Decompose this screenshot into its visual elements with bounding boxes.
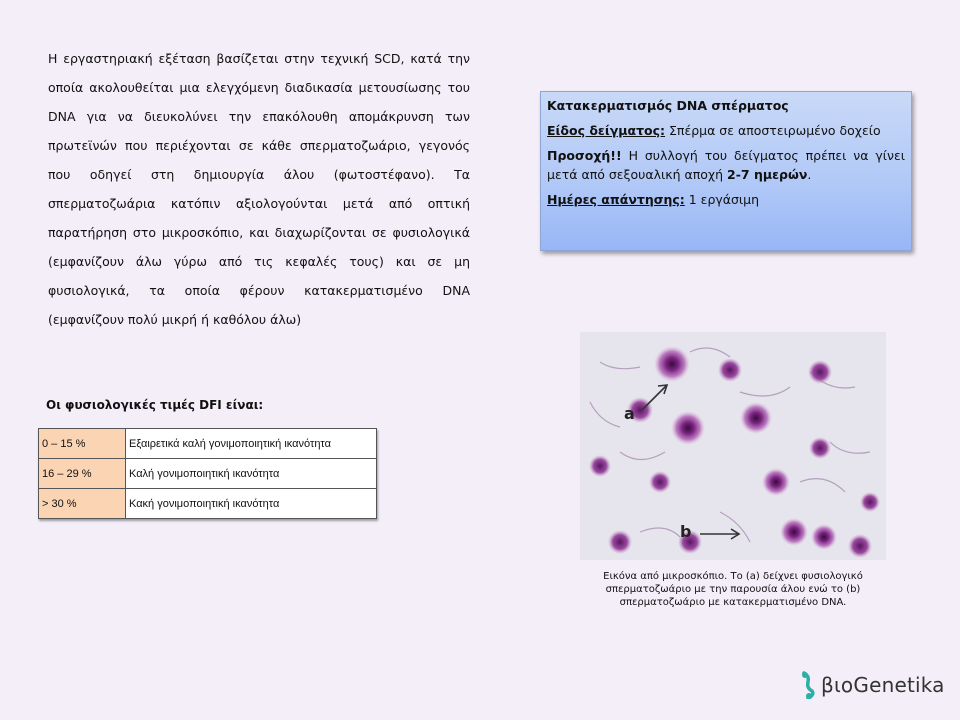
sample-type	[547, 121, 905, 140]
dfi-range: > 30 %	[39, 489, 126, 519]
response-days	[547, 190, 905, 209]
biogenetika-logo	[800, 671, 945, 699]
dfi-description: Καλή γονιμοποιητική ικανότητα	[126, 459, 377, 489]
intro-paragraph: Η εργαστηριακή εξέταση βασίζεται στην τεχνική SCD, κατά την οποία ακολουθείται μια ελεγχόμενη διαδικασία μετουσίωσης του DNA για να διευκολύνει την επακόλουθη απομάκρυνση των πρωτεϊνών που περιέχονται σε κάθε σπερματοζωάριο, γεγονός που οδηγεί στη δημιουργία άλου (φωτοστέφανο). Τα σπερματοζωάρια κατόπιν αξιολογούνται μετά από οπτική παρατήρηση στο μικροσκόπιο, και διαχωρίζονται σε φυσιολογικά (εμφανίζουν άλω γύρω από τις κεφαλές τους) και σε μη φυσιολογικά, τα οποία φέρουν κατακερματισμένο DNA (εμφανίζουν πολύ μικρή ή καθόλου άλω)	[48, 51, 470, 327]
dfi-range: 0 – 15 %	[39, 429, 126, 459]
label-b: b	[680, 522, 692, 541]
table-row	[39, 489, 377, 519]
table-row	[39, 459, 377, 489]
sample-type-value: Σπέρμα σε αποστειρωμένο δοχείο	[665, 123, 881, 138]
image-caption: Εικόνα από μικροσκόπιο. Το (a) δείχνει φυσιολογικό σπερματοζωάριο με την παρουσία άλου ενώ το (b) σπερματοζωάριο με κατακερματισμένο DNA.	[603, 571, 863, 608]
table-row	[39, 429, 377, 459]
test-title: Κατακερματισμός DNA σπέρματος	[547, 98, 789, 113]
response-days-value: 1 εργάσιμη	[684, 192, 760, 207]
microscope-image	[580, 332, 886, 560]
attention-label: Προσοχή!!	[547, 148, 622, 163]
microscope-illustration	[580, 332, 886, 560]
sample-type-label: Είδος δείγματος:	[547, 123, 666, 138]
attention-end: .	[807, 167, 812, 182]
test-info-box	[540, 91, 912, 251]
attention-text: Η συλλογή του δείγματος πρέπει να γίνει μετά από σεξουαλική αποχή	[547, 148, 905, 182]
dfi-description: Εξαιρετικά καλή γονιμοποιητική ικανότητα	[126, 429, 377, 459]
attention-note	[547, 146, 905, 184]
dna-helix-icon	[800, 671, 816, 699]
dfi-title: Οι φυσιολογικές τιμές DFI είναι:	[46, 398, 264, 412]
dfi-table	[38, 428, 377, 519]
dfi-range: 16 – 29 %	[39, 459, 126, 489]
dfi-description: Κακή γονιμοποιητική ικανότητα	[126, 489, 377, 519]
response-days-label: Ημέρες απάντησης:	[547, 192, 685, 207]
label-a: a	[624, 404, 635, 423]
attention-days: 2-7 ημερών	[727, 167, 808, 182]
logo-text: βιοGenetika	[821, 673, 945, 697]
